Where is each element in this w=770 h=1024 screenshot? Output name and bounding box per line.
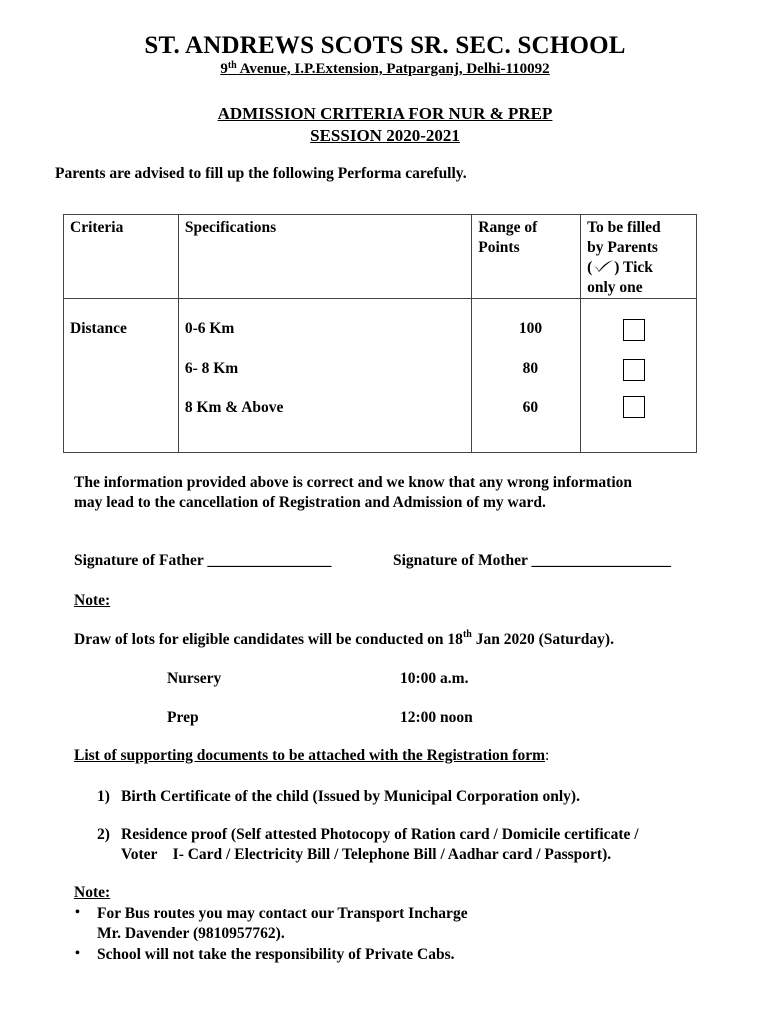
spec-row-3: 8 Km & Above: [184, 399, 284, 416]
bullet-1-line-1: For Bus routes you may contact our Transport Incharge: [97, 905, 468, 922]
spec-row-2: 6- 8 Km: [184, 360, 239, 377]
schedule-time-nursery: 10:00 a.m.: [400, 670, 469, 687]
bullet-1-line-2: Mr. Davender (9810957762).: [97, 925, 285, 942]
specifications-cell: [178, 299, 471, 453]
bullet-icon: •: [75, 946, 80, 961]
school-name: ST. ANDREWS SCOTS SR. SEC. SCHOOL: [144, 32, 626, 59]
header-specifications: Specifications: [178, 215, 471, 299]
declaration-line-2: may lead to the cancellation of Registration and Admission of my ward.: [74, 494, 546, 511]
intro-text: Parents are advised to fill up the following Performa carefully.: [55, 165, 467, 182]
points-cell: [472, 299, 581, 453]
header-criteria: Criteria: [64, 215, 179, 299]
tick-icon: [592, 259, 614, 273]
points-row-3: 60: [522, 399, 539, 416]
bullet-icon: •: [75, 905, 80, 920]
schedule-time-prep: 12:00 noon: [400, 709, 473, 726]
bullet-2-line-1: School will not take the responsibility of Private Cabs.: [97, 946, 455, 963]
draw-of-lots-text: Draw of lots for eligible candidates will be conducted on 18th Jan 2020 (Saturday).: [74, 629, 614, 648]
documents-heading: List of supporting documents to be attached with the Registration form:: [74, 747, 550, 764]
document-2-number: 2): [97, 826, 110, 843]
note-heading: Note:: [74, 592, 111, 609]
criterion-cell: [64, 299, 179, 453]
mother-signature-field[interactable]: Signature of Mother __________________: [393, 552, 671, 569]
note2-heading: Note:: [74, 884, 111, 901]
points-row-1: 100: [518, 320, 543, 337]
checkbox-8-km-above[interactable]: [623, 396, 645, 418]
checkbox-0-6-km[interactable]: [623, 319, 645, 341]
document-2-text-line-2: Voter I- Card / Electricity Bill / Telephone Bill / Aadhar card / Passport).: [121, 846, 612, 863]
admission-criteria-title: ADMISSION CRITERIA FOR NUR & PREP: [217, 104, 553, 123]
father-signature-field[interactable]: Signature of Father ________________: [74, 552, 332, 569]
tick-cell: [581, 299, 697, 453]
document-1-text: Birth Certificate of the child (Issued by Municipal Corporation only).: [121, 788, 580, 805]
header-to-be-filled: To be filled by Parents ( ) Tick only one: [581, 215, 697, 299]
schedule-class-nursery: Nursery: [167, 670, 222, 687]
spec-row-1: 0-6 Km: [184, 320, 235, 337]
declaration-line-1: The information provided above is correct and we know that any wrong information: [74, 474, 633, 491]
session-title: SESSION 2020-2021: [310, 126, 460, 145]
criterion-distance: Distance: [70, 320, 127, 337]
header-range-of-points: Range of Points: [472, 215, 581, 299]
checkbox-6-8-km[interactable]: [623, 359, 645, 381]
document-2-text-line-1: Residence proof (Self attested Photocopy of Ration card / Domicile certificate /: [121, 826, 639, 843]
schedule-class-prep: Prep: [167, 709, 199, 726]
school-address: 9th Avenue, I.P.Extension, Patparganj, Delhi-110092: [220, 60, 550, 77]
criteria-table: [63, 214, 697, 453]
document-1-number: 1): [97, 788, 110, 805]
points-row-2: 80: [522, 360, 539, 377]
